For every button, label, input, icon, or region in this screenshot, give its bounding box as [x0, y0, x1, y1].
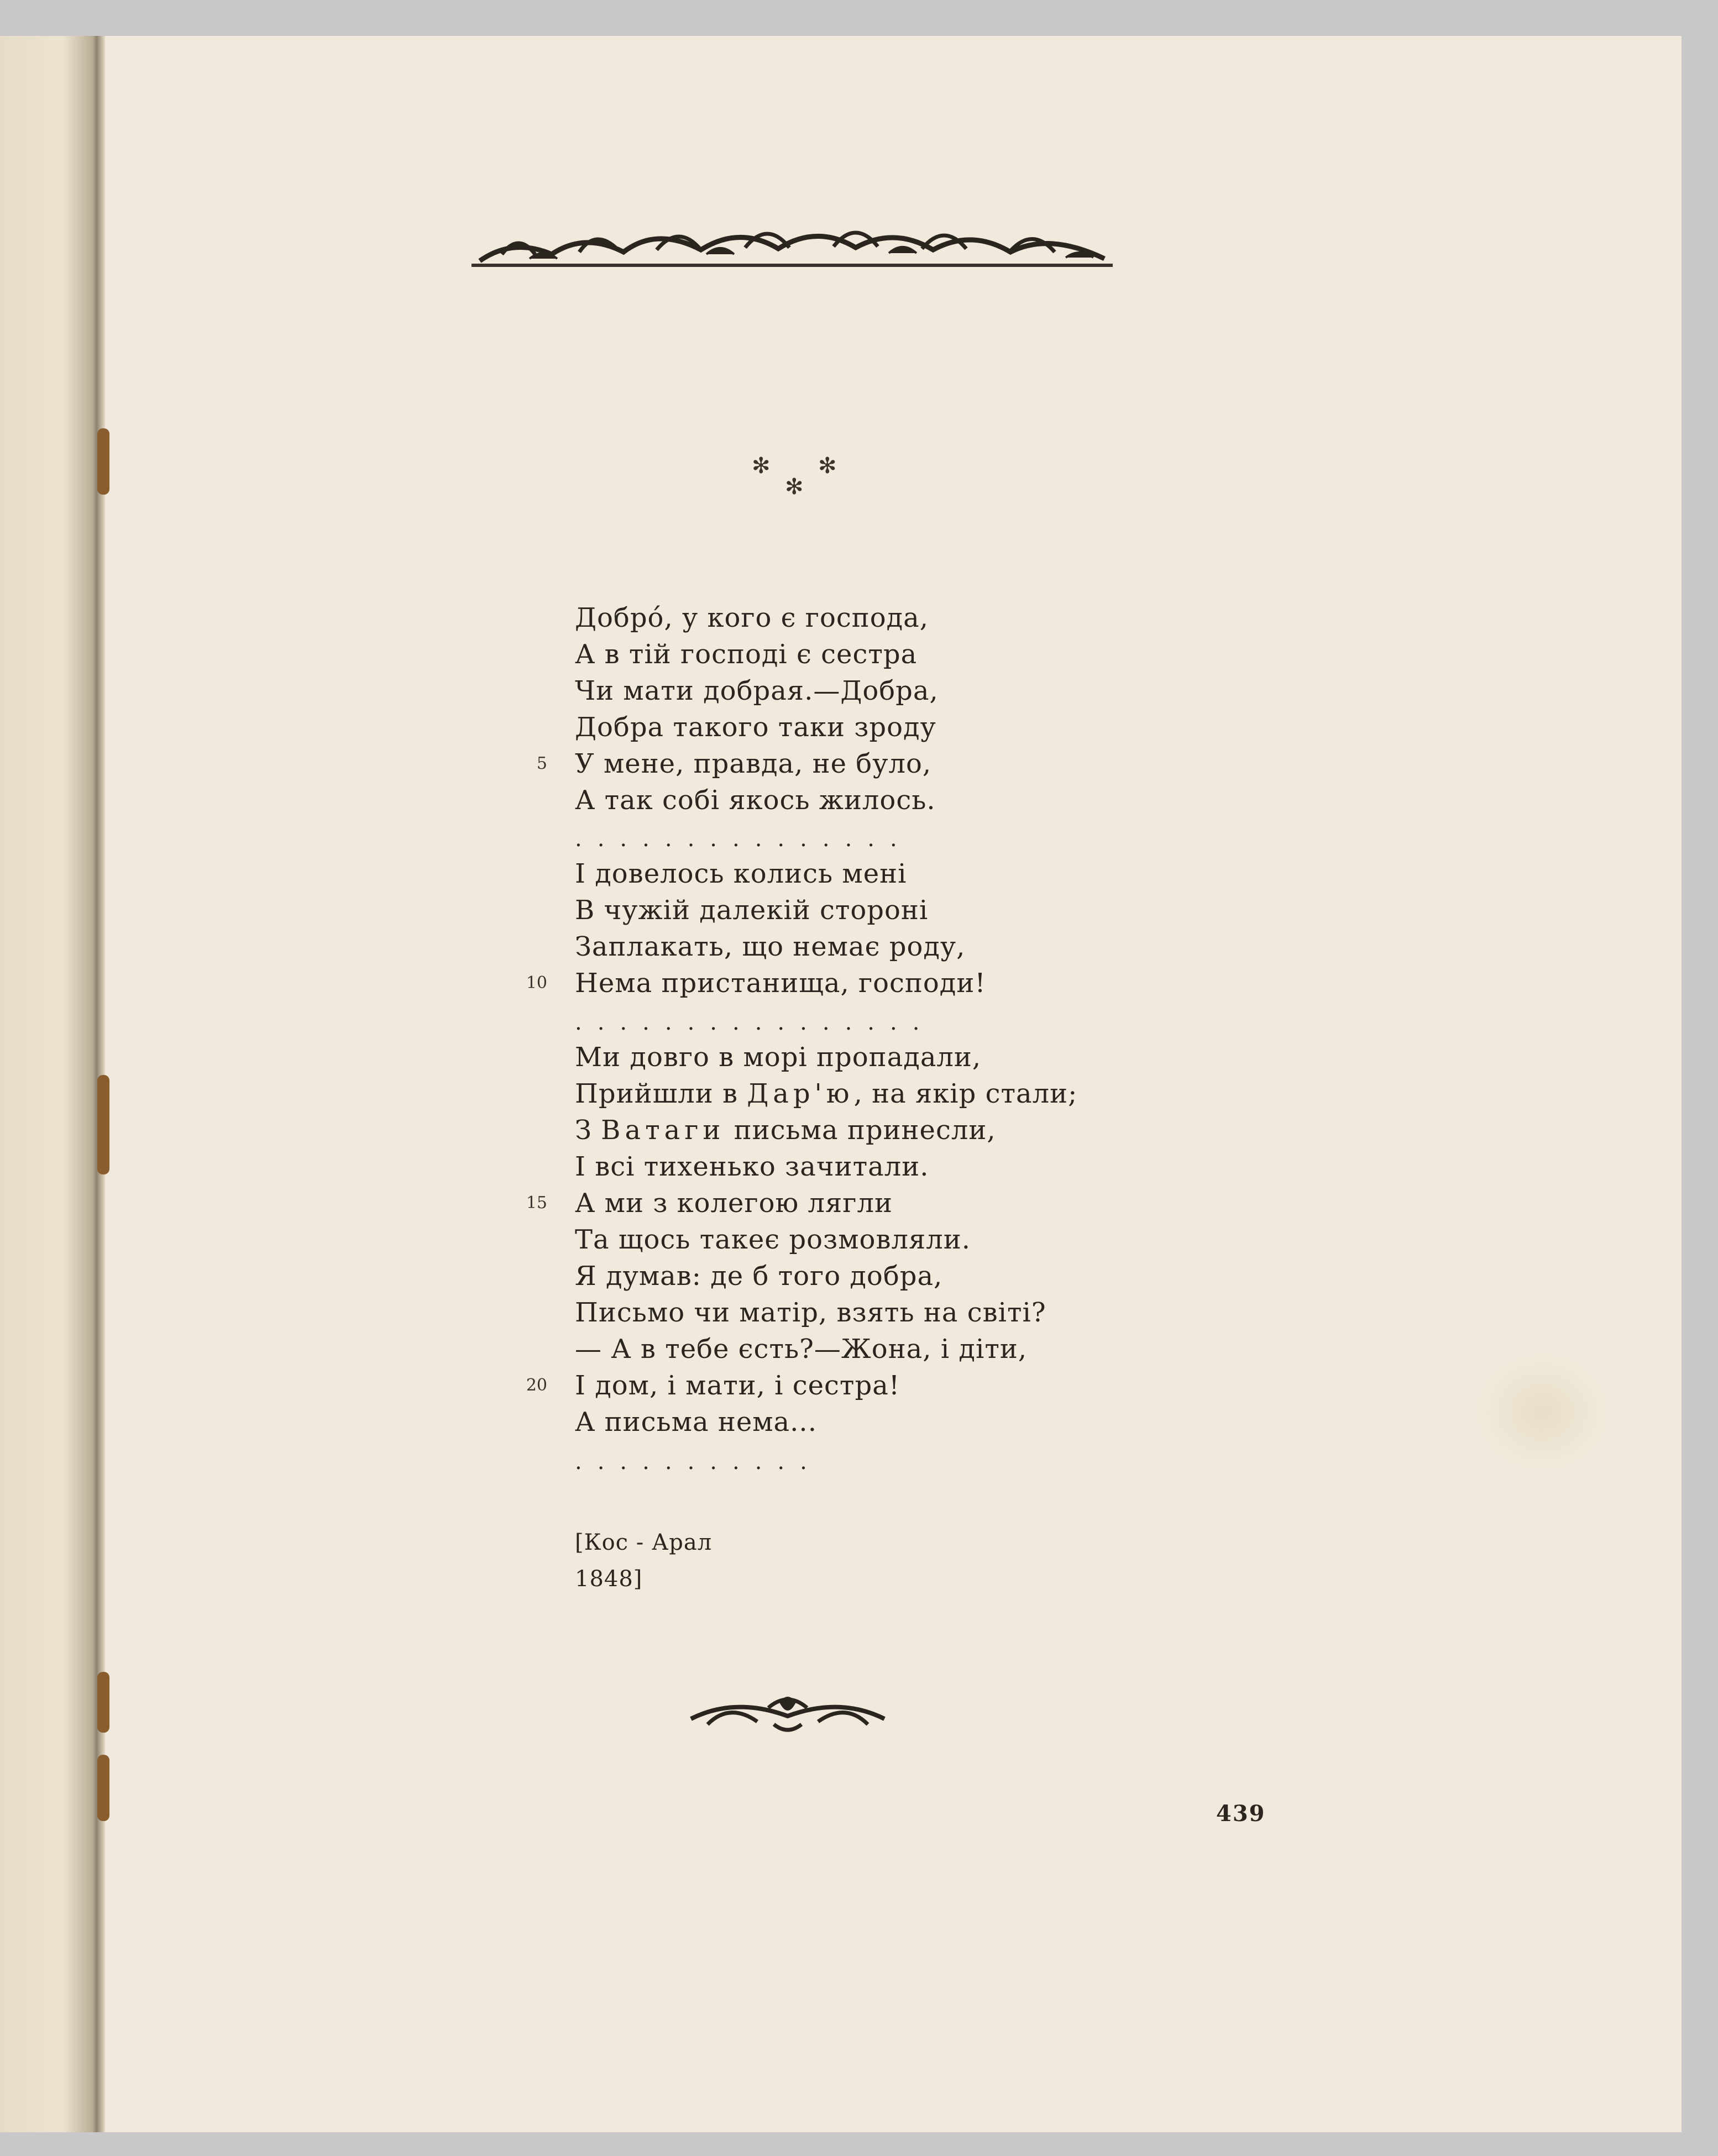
verse-line: Добрó, у кого є господа, — [575, 602, 929, 633]
verse-line: А в тій господі є сестра — [575, 639, 918, 670]
verse-line — [575, 1112, 996, 1148]
verse-line: У мене, правда, не було, — [575, 748, 932, 779]
verse-line: А так собі якось жилось. — [575, 785, 936, 816]
verse-line: І дом, і мати, і сестра! — [575, 1370, 900, 1401]
verse-text: письма принесли, — [725, 1115, 996, 1146]
place-name-vatagy: Ватаги — [601, 1115, 725, 1146]
verse-line: — А в тебе єсть?—Жона, і діти, — [575, 1334, 1028, 1365]
verse-line: Та щось такеє розмовляли. — [575, 1224, 971, 1255]
ellipsis-row: ................ — [575, 1010, 935, 1035]
place-note: [Кос - Арал — [575, 1530, 713, 1555]
line-number: 10 — [526, 973, 547, 993]
verse-line: Нема пристанища, господи! — [575, 968, 986, 999]
verse-text: Прийшли в — [575, 1078, 747, 1109]
footer-vine-ornament — [685, 1686, 890, 1746]
verse-text: , на якір стали; — [853, 1078, 1078, 1109]
verse-line: І довелось колись мені — [575, 858, 907, 889]
line-number: 5 — [536, 754, 547, 773]
verse-line: Ми довго в морі пропадали, — [575, 1042, 982, 1073]
verse-line: Письмо чи матір, взять на світі? — [575, 1297, 1046, 1328]
verse-line: Заплакать, що немає роду, — [575, 931, 966, 962]
place-name-dar-ya: Дар'ю — [747, 1078, 854, 1109]
verse-line: І всі тихенько зачитали. — [575, 1151, 929, 1182]
verse-text: З — [575, 1115, 601, 1146]
verse-line: Добра такого таки зроду — [575, 712, 936, 743]
verse-line: В чужій далекій стороні — [575, 895, 929, 926]
verse-line: А письма нема... — [575, 1407, 817, 1438]
verse-line: Чи мати добрая.—Добра, — [575, 675, 939, 706]
asterisk: ✻ — [818, 453, 837, 479]
ellipsis-row: ............... — [575, 826, 913, 852]
line-number: 15 — [526, 1193, 547, 1213]
asterisk: ✻ — [752, 453, 771, 479]
verse-line — [575, 1076, 1077, 1112]
year-note: 1848] — [575, 1566, 643, 1592]
verse-line: А ми з колегою лягли — [575, 1188, 893, 1219]
page-number: 439 — [1216, 1801, 1266, 1827]
verse-line: Я думав: де б того добра, — [575, 1261, 943, 1292]
ellipsis-row: ........... — [575, 1449, 823, 1475]
line-number: 20 — [526, 1376, 547, 1395]
asterisk: ✻ — [785, 474, 804, 500]
